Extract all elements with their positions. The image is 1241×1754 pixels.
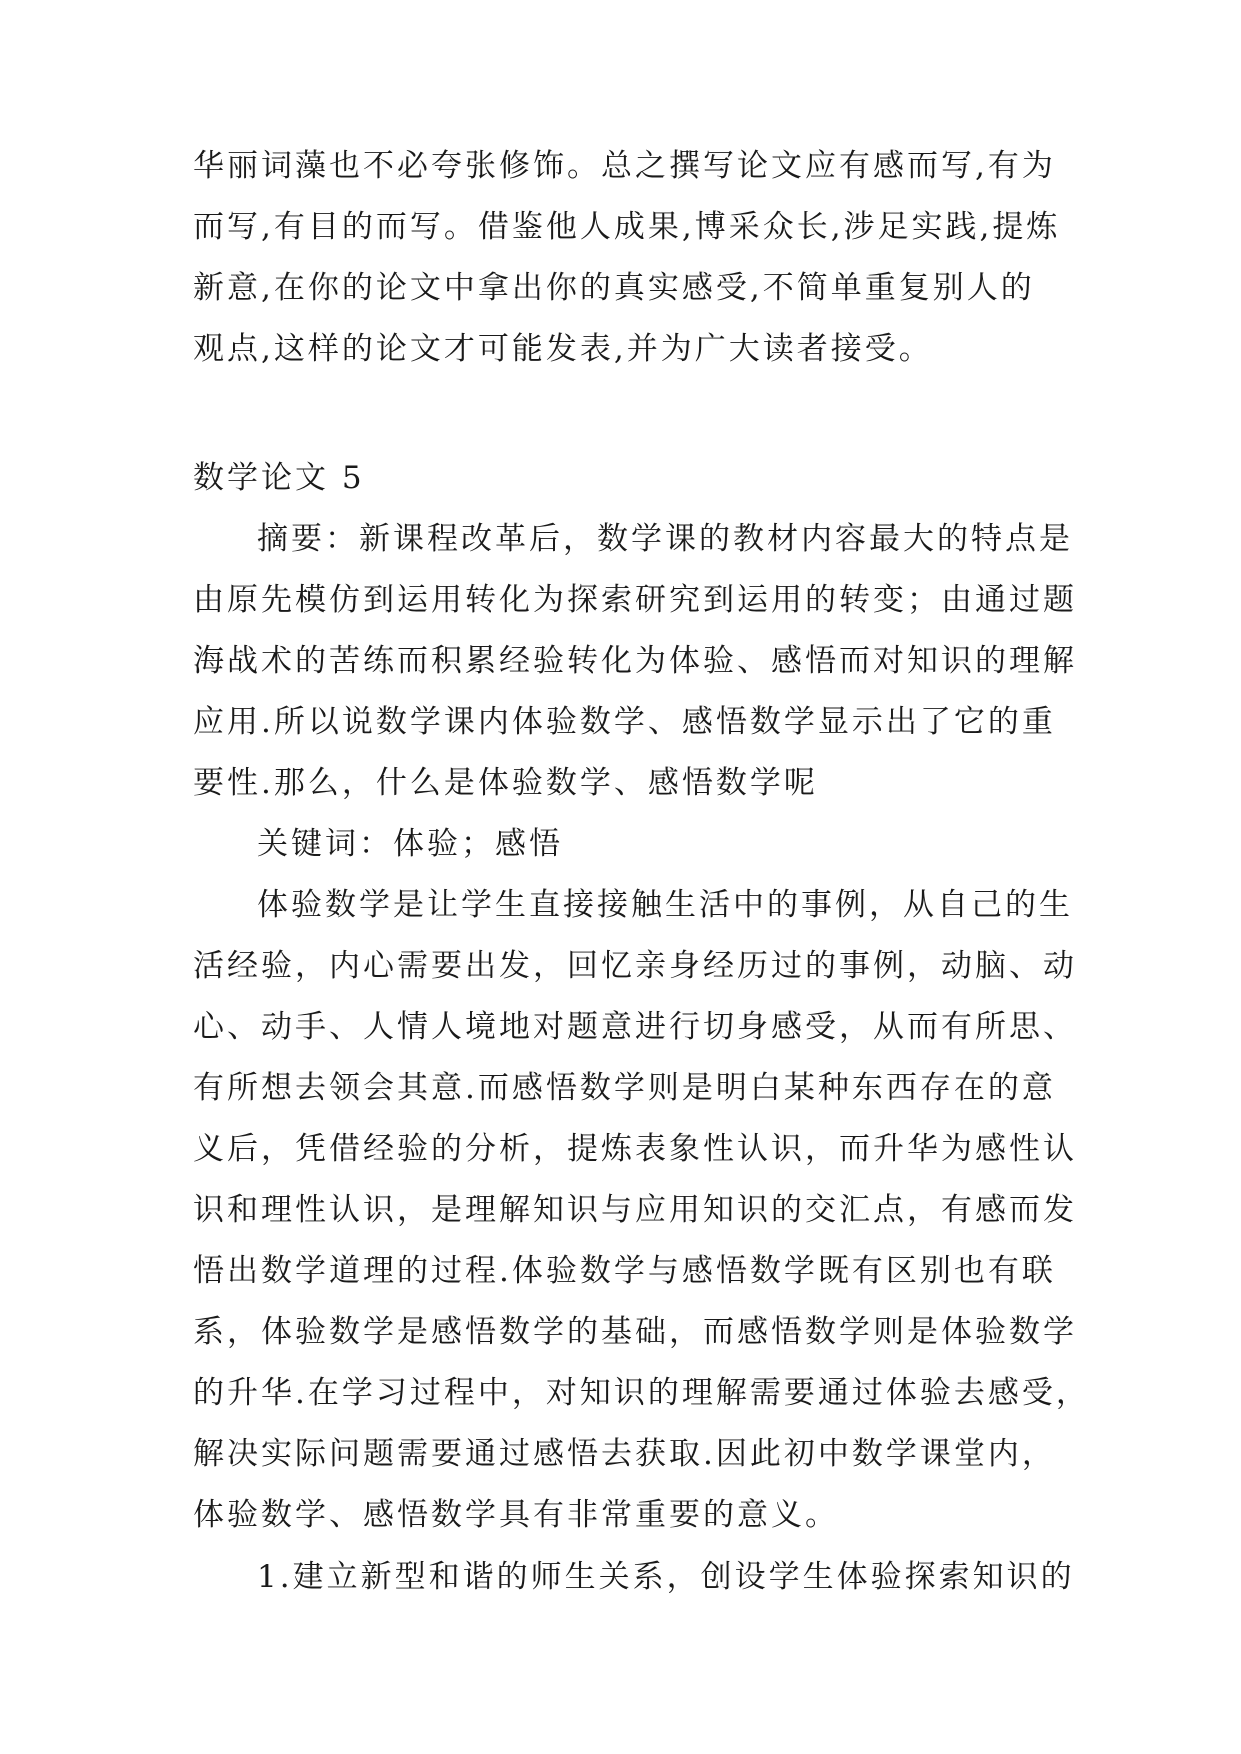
body-line: 悟出数学道理的过程.体验数学与感悟数学既有区别也有联 (193, 1253, 1056, 1289)
intro-line: 而写,有目的而写。借鉴他人成果,博采众长,涉足实践,提炼 (193, 209, 1061, 245)
body-line: 义后，凭借经验的分析，提炼表象性认识，而升华为感性认 (193, 1131, 1077, 1167)
numbered-item-line: 1.建立新型和谐的师生关系，创设学生体验探索知识的 (257, 1559, 1075, 1595)
abstract-line: 海战术的苦练而积累经验转化为体验、感悟而对知识的理解 (193, 643, 1077, 679)
body-line: 有所想去领会其意.而感悟数学则是明白某种东西存在的意 (193, 1070, 1056, 1106)
keywords-paragraph (193, 814, 1053, 875)
abstract-line: 摘要：新课程改革后，数学课的教材内容最大的特点是 (257, 521, 1073, 557)
body-line: 系，体验数学是感悟数学的基础，而感悟数学则是体验数学 (193, 1314, 1077, 1350)
keywords-line: 关键词：体验；感悟 (257, 826, 563, 862)
intro-line: 观点,这样的论文才可能发表,并为广大读者接受。 (193, 331, 933, 367)
abstract-paragraph (193, 509, 1077, 814)
body-paragraph (193, 875, 1090, 1546)
abstract-line: 应用.所以说数学课内体验数学、感悟数学显示出了它的重 (193, 704, 1056, 740)
body-line: 识和理性认识，是理解知识与应用知识的交汇点，有感而发 (193, 1192, 1077, 1228)
body-line: 的升华.在学习过程中，对知识的理解需要通过体验去感受， (193, 1375, 1090, 1411)
body-line: 活经验，内心需要出发，回忆亲身经历过的事例，动脑、动 (193, 948, 1077, 984)
body-line: 体验数学、感悟数学具有非常重要的意义。 (193, 1497, 839, 1533)
numbered-item-paragraph (193, 1547, 1075, 1608)
abstract-line: 要性.那么，什么是体验数学、感悟数学呢 (193, 765, 818, 801)
body-line: 体验数学是让学生直接接触生活中的事例，从自己的生 (257, 887, 1073, 923)
body-line: 解决实际问题需要通过感悟去获取.因此初中数学课堂内， (193, 1436, 1056, 1472)
section-title-block (193, 448, 1053, 509)
body-line: 心、动手、人情人境地对题意进行切身感受，从而有所思、 (193, 1009, 1077, 1045)
abstract-line: 由原先模仿到运用转化为探索研究到运用的转变；由通过题 (193, 582, 1077, 618)
intro-line: 华丽词藻也不必夸张修饰。总之撰写论文应有感而写,有为 (193, 148, 1056, 184)
intro-paragraph (193, 136, 1061, 380)
intro-line: 新意,在你的论文中拿出你的真实感受,不简单重复别人的 (193, 270, 1035, 306)
section-title: 数学论文 5 (193, 460, 365, 496)
